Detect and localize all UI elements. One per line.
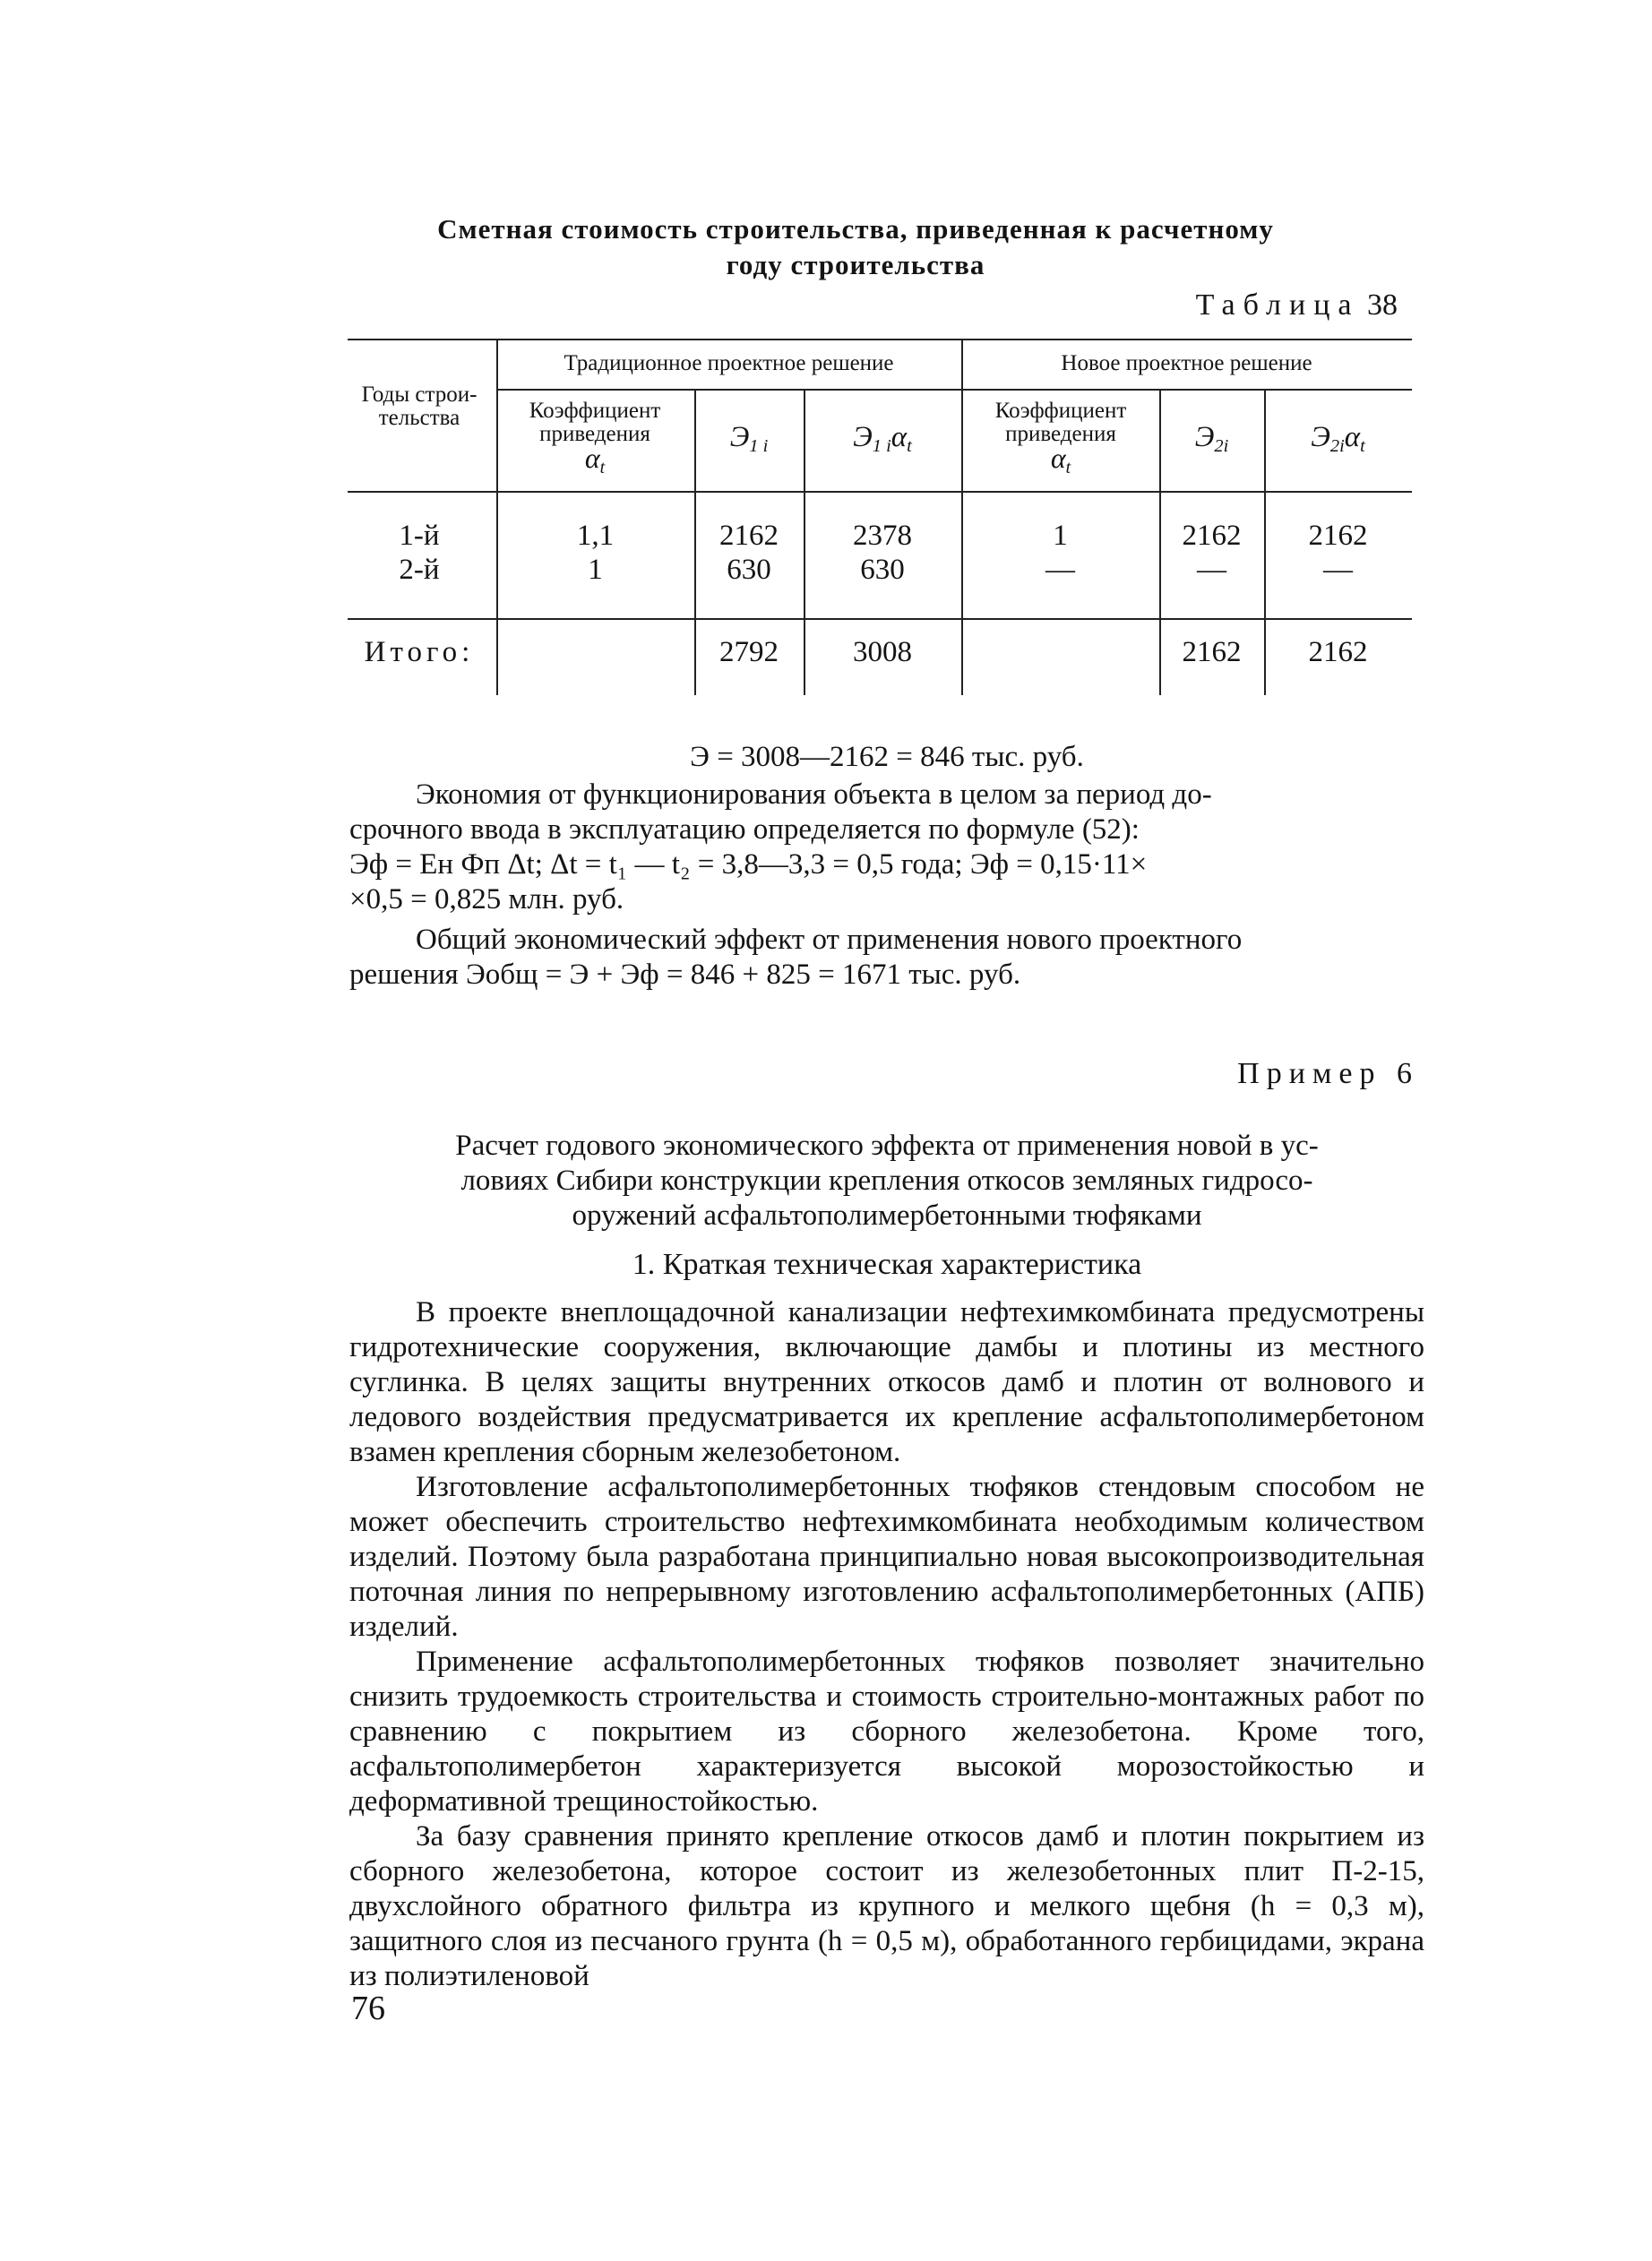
paragraph-early-commissioning [349, 778, 1424, 917]
row-1-e1: 2162 [719, 520, 779, 552]
row-2-coef-new: — [1045, 554, 1075, 586]
main-text [349, 1295, 1424, 1994]
example-title [349, 1129, 1424, 1234]
header-coef-new: Коэффициент приведения $\alpha_t$ [994, 399, 1127, 477]
text-line: ×0,5 = 0,825 млн. руб. [349, 883, 624, 916]
header-e1-alpha: $Э_{1 i}\alpha_t$ [853, 421, 912, 457]
text-line: оружений асфальтополимербетонными тюфяками [572, 1199, 1202, 1232]
text-line: Общий экономический эффект от применения нового проектного [416, 924, 1243, 956]
page-number: 76 [351, 1990, 385, 2027]
header-new: Новое проектное решение [1061, 351, 1312, 375]
header-traditional: Традиционное проектное решение [564, 351, 894, 375]
total-label: Итого: [364, 636, 475, 668]
text-line: срочного ввода в эксплуатацию определяется по формуле (52): [349, 813, 1140, 846]
table-divider [961, 339, 963, 695]
table-header-rule [348, 491, 1412, 493]
row-1-e2: 2162 [1182, 520, 1242, 552]
example-label: Пример 6 [1237, 1057, 1419, 1090]
total-e2-alpha: 2162 [1308, 636, 1368, 668]
table-label-word: Таблица [1195, 288, 1360, 322]
header-years: Годы строи-тельства [361, 383, 478, 430]
text-line: решения Эобщ = Э + Эф = 846 + 825 = 1671 тыс. руб. [349, 959, 1021, 991]
row-1-e2-alpha: 2162 [1308, 520, 1368, 552]
text-line: Эф = Ен Фп Δt; Δt = t₁ — t₂ = 3,8—3,3 = 0,5 года; Эф = 0,15·11× [349, 848, 1148, 881]
table-label [1196, 288, 1398, 322]
text-line: Экономия от функционирования объекта в целом за период до- [416, 778, 1212, 811]
row-1-e1-alpha: 2378 [853, 520, 912, 552]
header-coef-traditional: Коэффициент приведения $\alpha_t$ [529, 399, 661, 477]
table-group-rule [496, 389, 1412, 391]
header-e2: $Э_{2i}$ [1194, 421, 1229, 457]
paragraph: Применение асфальтополимербетонных тюфяков позволяет значительно снизить трудоемкость строительства и стоимость строительно-монтажных работ по сравнению с покрытием из сборного железобетона. Кроме того, асфальтополимербетон характеризуется высокой морозостойкостью и деформативной трещиностойкостью. [349, 1646, 1424, 1818]
table-top-rule [348, 339, 1412, 340]
row-1-coef-new: 1 [1053, 520, 1068, 552]
table-total-rule [348, 618, 1412, 620]
total-e2: 2162 [1182, 636, 1242, 668]
row-1-year: 1-й [399, 520, 440, 552]
row-2-e1-alpha: 630 [860, 554, 905, 586]
section-heading: 1. Краткая техническая характеристика [632, 1248, 1142, 1281]
row-2-e2-alpha: — [1323, 554, 1353, 586]
row-2-year: 2-й [399, 554, 440, 586]
total-e1: 2792 [719, 636, 779, 668]
formula-savings: Э = 3008—2162 = 846 тыс. руб. [690, 741, 1084, 773]
table-divider [496, 339, 498, 695]
total-e1-alpha: 3008 [853, 636, 912, 668]
row-1-coef-traditional: 1,1 [576, 520, 615, 552]
table-label-number: 38 [1367, 288, 1398, 322]
header-e1: $Э_{1 i}$ [729, 421, 769, 457]
row-2-e1: 630 [727, 554, 771, 586]
table-title-line-1: Сметная стоимость строительства, приведенная к расчетному [437, 213, 1274, 245]
table-title-line-2: году строительства [726, 249, 985, 280]
header-e2-alpha: $Э_{2i}\alpha_t$ [1311, 421, 1365, 457]
table-title [340, 211, 1371, 283]
row-2-e2: — [1197, 554, 1226, 586]
text-line: ловиях Сибири конструкции крепления откосов земляных гидросо- [460, 1165, 1313, 1197]
text-line: Расчет годового экономического эффекта от применения новой в ус- [455, 1130, 1319, 1162]
cost-table [348, 339, 1412, 697]
paragraph: Изготовление асфальтополимербетонных тюфяков стендовым способом не может обеспечить строительство нефтехимкомбината необходимым количеством изделий. Поэтому была разработана принципиально новая высокопроизводительная поточная линия по непрерывному изготовлению асфальтополимербетонных (АПБ) изделий. [349, 1471, 1424, 1643]
row-2-coef-traditional: 1 [588, 554, 603, 586]
paragraph: В проекте внеплощадочной канализации нефтехимкомбината предусмотрены гидротехнические сооружения, включающие дамбы и плотины из местного суглинка. В целях защиты внутренних откосов дамб и плотин от волнового и ледового воздействия предусматривается их крепление асфальтополимербетоном взамен крепления сборным железобетоном. [349, 1296, 1424, 1468]
paragraph-total-effect [349, 923, 1424, 993]
paragraph: За базу сравнения принято крепление откосов дамб и плотин покрытием из сборного железобетона, которое состоит из железобетонных плит П-2-15, двухслойного обратного фильтра из крупного и мелкого щебня (h = 0,3 м), защитного слоя из песчаного грунта (h = 0,5 м), обработанного гербицидами, экрана из полиэтиленовой [349, 1820, 1424, 1992]
